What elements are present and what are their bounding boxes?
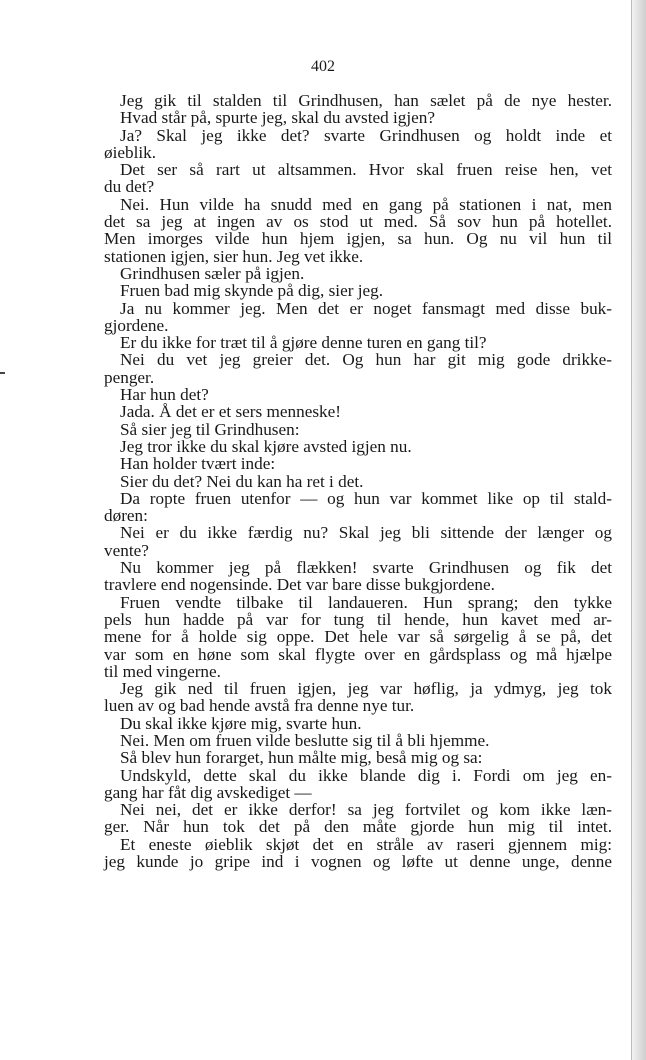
text-line: det sa jeg at ingen av os stod ut med. Så sov hun på hotellet. bbox=[104, 212, 612, 232]
text-line: Undskyld, dette skal du ikke blande dig i. Fordi om jeg en- bbox=[120, 765, 612, 785]
text-line: jeg kunde jo gripe ind i vognen og løfte ut denne unge, denne bbox=[104, 852, 612, 872]
text-line: Sier du det? Nei du kan ha ret i det. bbox=[120, 471, 364, 491]
text-line: Nei er du ikke færdig nu? Skal jeg bli sittende der længer og bbox=[120, 523, 612, 543]
text-line: gang har fåt dig avskediget — bbox=[104, 782, 312, 802]
text-line: var som en høne som skal flygte over en gårdsplass og må hjælpe bbox=[104, 644, 612, 664]
text-line: Jeg gik til stalden til Grindhusen, han sælet på de nye hester. bbox=[120, 91, 612, 110]
text-line: Nei du vet jeg greier det. Og hun har git mig gode drikke- bbox=[120, 350, 612, 370]
text-line: Grindhusen sæler på igjen. bbox=[120, 263, 305, 283]
text-line: stationen igjen, sier hun. Jeg vet ikke. bbox=[104, 246, 364, 266]
text-line: Jeg tror ikke du skal kjøre avsted igjen nu. bbox=[120, 436, 412, 456]
text-line: døren: bbox=[104, 506, 148, 526]
text-line: Så sier jeg til Grindhusen: bbox=[120, 419, 300, 439]
text-line: penger. bbox=[104, 367, 155, 387]
text-line: Fruen vendte tilbake til landaueren. Hun sprang; den tykke bbox=[120, 592, 612, 612]
text-line: Ja nu kommer jeg. Men det er noget fansmagt med disse buk- bbox=[120, 298, 612, 318]
text-line: pels hun hadde på var for tung til hende, hun kavet med ar- bbox=[104, 609, 612, 629]
text-line: Men imorges vilde hun hjem igjen, sa hun. Og nu vil hun til bbox=[104, 229, 612, 249]
body-text bbox=[0, 92, 646, 870]
text-line: Jeg gik ned til fruen igjen, jeg var høflig, ja ydmyg, jeg tok bbox=[120, 679, 612, 699]
page-number: 402 bbox=[311, 58, 335, 75]
text-line: Hvad står på, spurte jeg, skal du avsted igjen? bbox=[120, 108, 436, 128]
text-line: Har hun det? bbox=[120, 385, 209, 405]
text-line: ger. Når hun tok det på den måte gjorde hun mig til intet. bbox=[104, 817, 612, 837]
text-line: Et eneste øieblik skjøt det en stråle av raseri gjennem mig: bbox=[120, 834, 612, 854]
text-line: Nei. Hun vilde ha snudd med en gang på stationen i nat, men bbox=[120, 194, 612, 214]
text-line: du det? bbox=[104, 177, 155, 197]
text-line: vente? bbox=[104, 540, 149, 560]
text-line: Det ser så rart ut altsammen. Hvor skal fruen reise hen, vet bbox=[120, 160, 612, 180]
text-line: Han holder tvært inde: bbox=[120, 454, 276, 474]
text-line: Nu kommer jeg på flækken! svarte Grindhusen og fik det bbox=[120, 558, 612, 578]
text-line: Så blev hun forarget, hun målte mig, beså mig og sa: bbox=[120, 748, 483, 768]
text-line: til med vingerne. bbox=[104, 661, 221, 681]
text-line: Er du ikke for træt til å gjøre denne turen en gang til? bbox=[120, 333, 487, 353]
text-line: travlere end nogensinde. Det var bare disse bukgjordene. bbox=[104, 575, 495, 595]
text-line: Nei. Men om fruen vilde beslutte sig til å bli hjemme. bbox=[120, 730, 490, 750]
text-line: Da ropte fruen utenfor — og hun var kommet like op til stald- bbox=[120, 488, 612, 508]
text-line: Jada. Å det er et sers menneske! bbox=[120, 402, 341, 422]
text-line: øieblik. bbox=[104, 142, 157, 162]
text-line: luen av og bad hende avstå fra denne nye tur. bbox=[104, 696, 415, 716]
text-line: Ja? Skal jeg ikke det? svarte Grindhusen og holdt inde et bbox=[120, 125, 612, 145]
text-line: gjordene. bbox=[104, 315, 169, 335]
text-line: mene for å holde sig oppe. Det hele var så sørgelig å se på, det bbox=[104, 627, 612, 647]
text-line: Fruen bad mig skynde på dig, sier jeg. bbox=[120, 281, 384, 301]
text-line: Du skal ikke kjøre mig, svarte hun. bbox=[120, 713, 362, 733]
text-line: Nei nei, det er ikke derfor! sa jeg fortvilet og kom ikke læn- bbox=[120, 800, 612, 820]
